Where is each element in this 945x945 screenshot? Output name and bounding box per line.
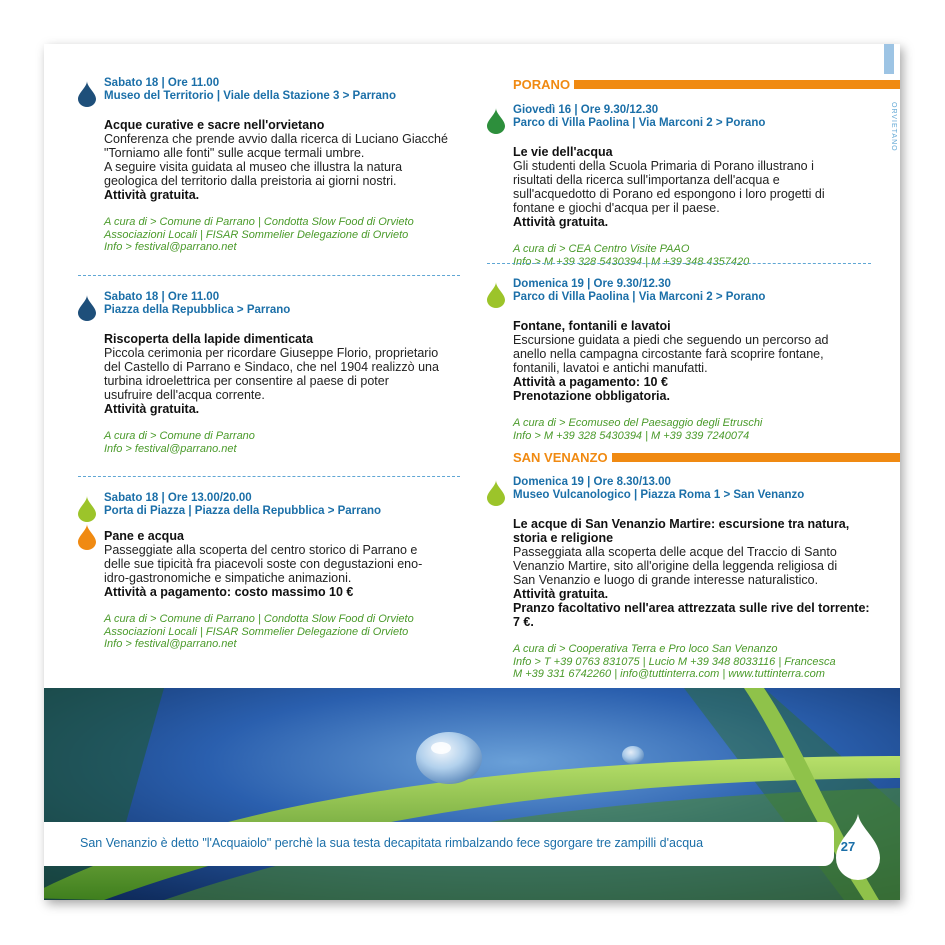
event-credits: A cura di > Comune di Parrano | Condotta Slow Food di Orvieto Associazioni Locali | FISAR Sommelier Delegazione di Orvieto Info > festival@parrano.net [104,613,414,650]
event-datetime: Sabato 18 | Ore 11.00 [104,291,220,303]
lime-drop-icon [78,496,96,522]
event-price: Attività gratuita. [513,587,609,601]
leaf-photo-illustration [44,688,900,900]
event-price: Attività gratuita. [513,215,609,229]
divider [78,476,460,477]
event-datetime: Giovedì 16 | Ore 9.30/12.30 [513,104,659,116]
divider [487,263,871,264]
photo-caption: San Venanzio è detto "l'Acquaiolo" perchè la sua testa decapitata rimbalzando fece sgorgare tre zampilli d'acqua [80,836,704,850]
section-heading-san-venanzo [513,451,900,464]
orange-drop-icon [78,524,96,550]
event-title: Le vie dell'acqua [513,145,613,159]
event-credits: A cura di > Cooperativa Terra e Pro loco San Venanzo Info > T +39 0763 831075 | Lucio M +39 348 8033116 | Francesca M +39 331 6742260 | info@tuttinterra.com | www.tuttinterra.com [513,643,836,680]
side-label: ORVIETANO [890,102,897,152]
event-museo-territorio [78,77,460,254]
side-tab [884,44,894,74]
event-price: Attività a pagamento: costo massimo 10 € [104,585,354,599]
event-san-venanzio [487,476,871,681]
event-lunch-note: Pranzo facoltativo nell'area attrezzata sulle rive del torrente: [513,601,870,615]
brochure-page [44,44,900,900]
water-drop-photo [44,688,900,900]
event-booking-note: Prenotazione obbligatoria. [513,389,670,403]
event-description: Conferenza che prende avvio dalla ricerca di Luciano Giacché "Torniamo alle fonti" sulle acque termali umbre. A seguire visita guidata al museo che illustra la natura geologica del territorio dalla preistoria ai giorni nostri. [104,132,448,188]
event-price: Attività gratuita. [104,402,200,416]
event-credits: A cura di > Ecomuseo del Paesaggio degli Etruschi Info > M +39 328 5430394 | M +39 339 7240074 [513,417,763,442]
event-credits: A cura di > Comune di Parrano Info > festival@parrano.net [104,430,255,455]
event-description: Piccola cerimonia per ricordare Giuseppe Florio, proprietario del Castello di Parrano e Sindaco, che nel 1904 realizzò una turbina idroelettrica per consentire al paese di poter usufruire dell'acqua corrente. [104,346,439,402]
event-location: Museo del Territorio | Viale della Stazione 3 > Parrano [104,90,396,102]
event-credits: A cura di > Comune di Parrano | Condotta Slow Food di Orvieto Associazioni Locali | FISAR Sommelier Delegazione di Orvieto Info > festival@parrano.net [104,216,414,253]
divider [78,275,460,276]
page-number: 27 [840,839,856,854]
event-lapide [78,291,460,455]
event-fontane [487,278,871,442]
green-drop-icon [487,108,505,134]
event-title: Pane e acqua [104,529,184,543]
event-description: Escursione guidata a piedi che seguendo un percorso ad anello nella campagna circostante farà scoprire fontane, fontanili, lavatoi e antichi manufatti. [513,333,829,375]
event-vie-acqua [487,104,871,268]
section-bar [574,80,900,89]
event-location: Piazza della Repubblica > Parrano [104,304,291,316]
event-location: Parco di Villa Paolina | Via Marconi 2 > Porano [513,117,766,129]
event-title: Riscoperta della lapide dimenticata [104,332,314,346]
event-lunch-price: 7 €. [513,615,534,629]
event-datetime: Domenica 19 | Ore 9.30/12.30 [513,278,671,290]
event-datetime: Domenica 19 | Ore 8.30/13.00 [513,476,671,488]
section-bar [612,453,900,462]
event-credits: A cura di > CEA Centro Visite PAAO Info > M +39 328 5430394 | M +39 348 4357420 [513,243,750,268]
section-title: PORANO [513,77,571,92]
lime-drop-icon [487,282,505,308]
section-title: SAN VENANZO [513,450,608,465]
event-description: Passeggiate alla scoperta del centro storico di Parrano e delle sue tipicità fra piacevoli soste con degustazioni eno- idro-gastronomiche e simpatiche animazioni. [104,543,423,585]
event-title: Le acque di San Venanzio Martire: escursione tra natura, storia e religione [513,517,850,545]
event-pane-e-acqua [78,492,460,651]
event-description: Passeggiata alla scoperta delle acque del Traccio di Santo Venanzio Martire, sito all'origine della leggenda religiosa di San Venanzio e luogo di grande interesse naturalistico. [513,545,838,587]
dark-blue-drop-icon [78,295,96,321]
event-price: Attività a pagamento: 10 € [513,375,668,389]
event-description: Gli studenti della Scuola Primaria di Porano illustrano i risultati della ricerca sull'importanza dell'acqua e sull'acquedotto di Porano ed espongono i loro progetti di fontane e giochi d'acqua per il paese. [513,159,825,215]
event-location: Porta di Piazza | Piazza della Repubblica > Parrano [104,505,382,517]
event-title: Fontane, fontanili e lavatoi [513,319,671,333]
event-location: Museo Vulcanologico | Piazza Roma 1 > San Venanzo [513,489,805,501]
event-location: Parco di Villa Paolina | Via Marconi 2 > Porano [513,291,766,303]
event-title: Acque curative e sacre nell'orvietano [104,118,325,132]
event-datetime: Sabato 18 | Ore 13.00/20.00 [104,492,252,504]
lime-drop-icon [487,480,505,506]
event-price: Attività gratuita. [104,188,200,202]
dark-blue-drop-icon [78,81,96,107]
section-heading-porano [513,78,900,91]
event-datetime: Sabato 18 | Ore 11.00 [104,77,220,89]
